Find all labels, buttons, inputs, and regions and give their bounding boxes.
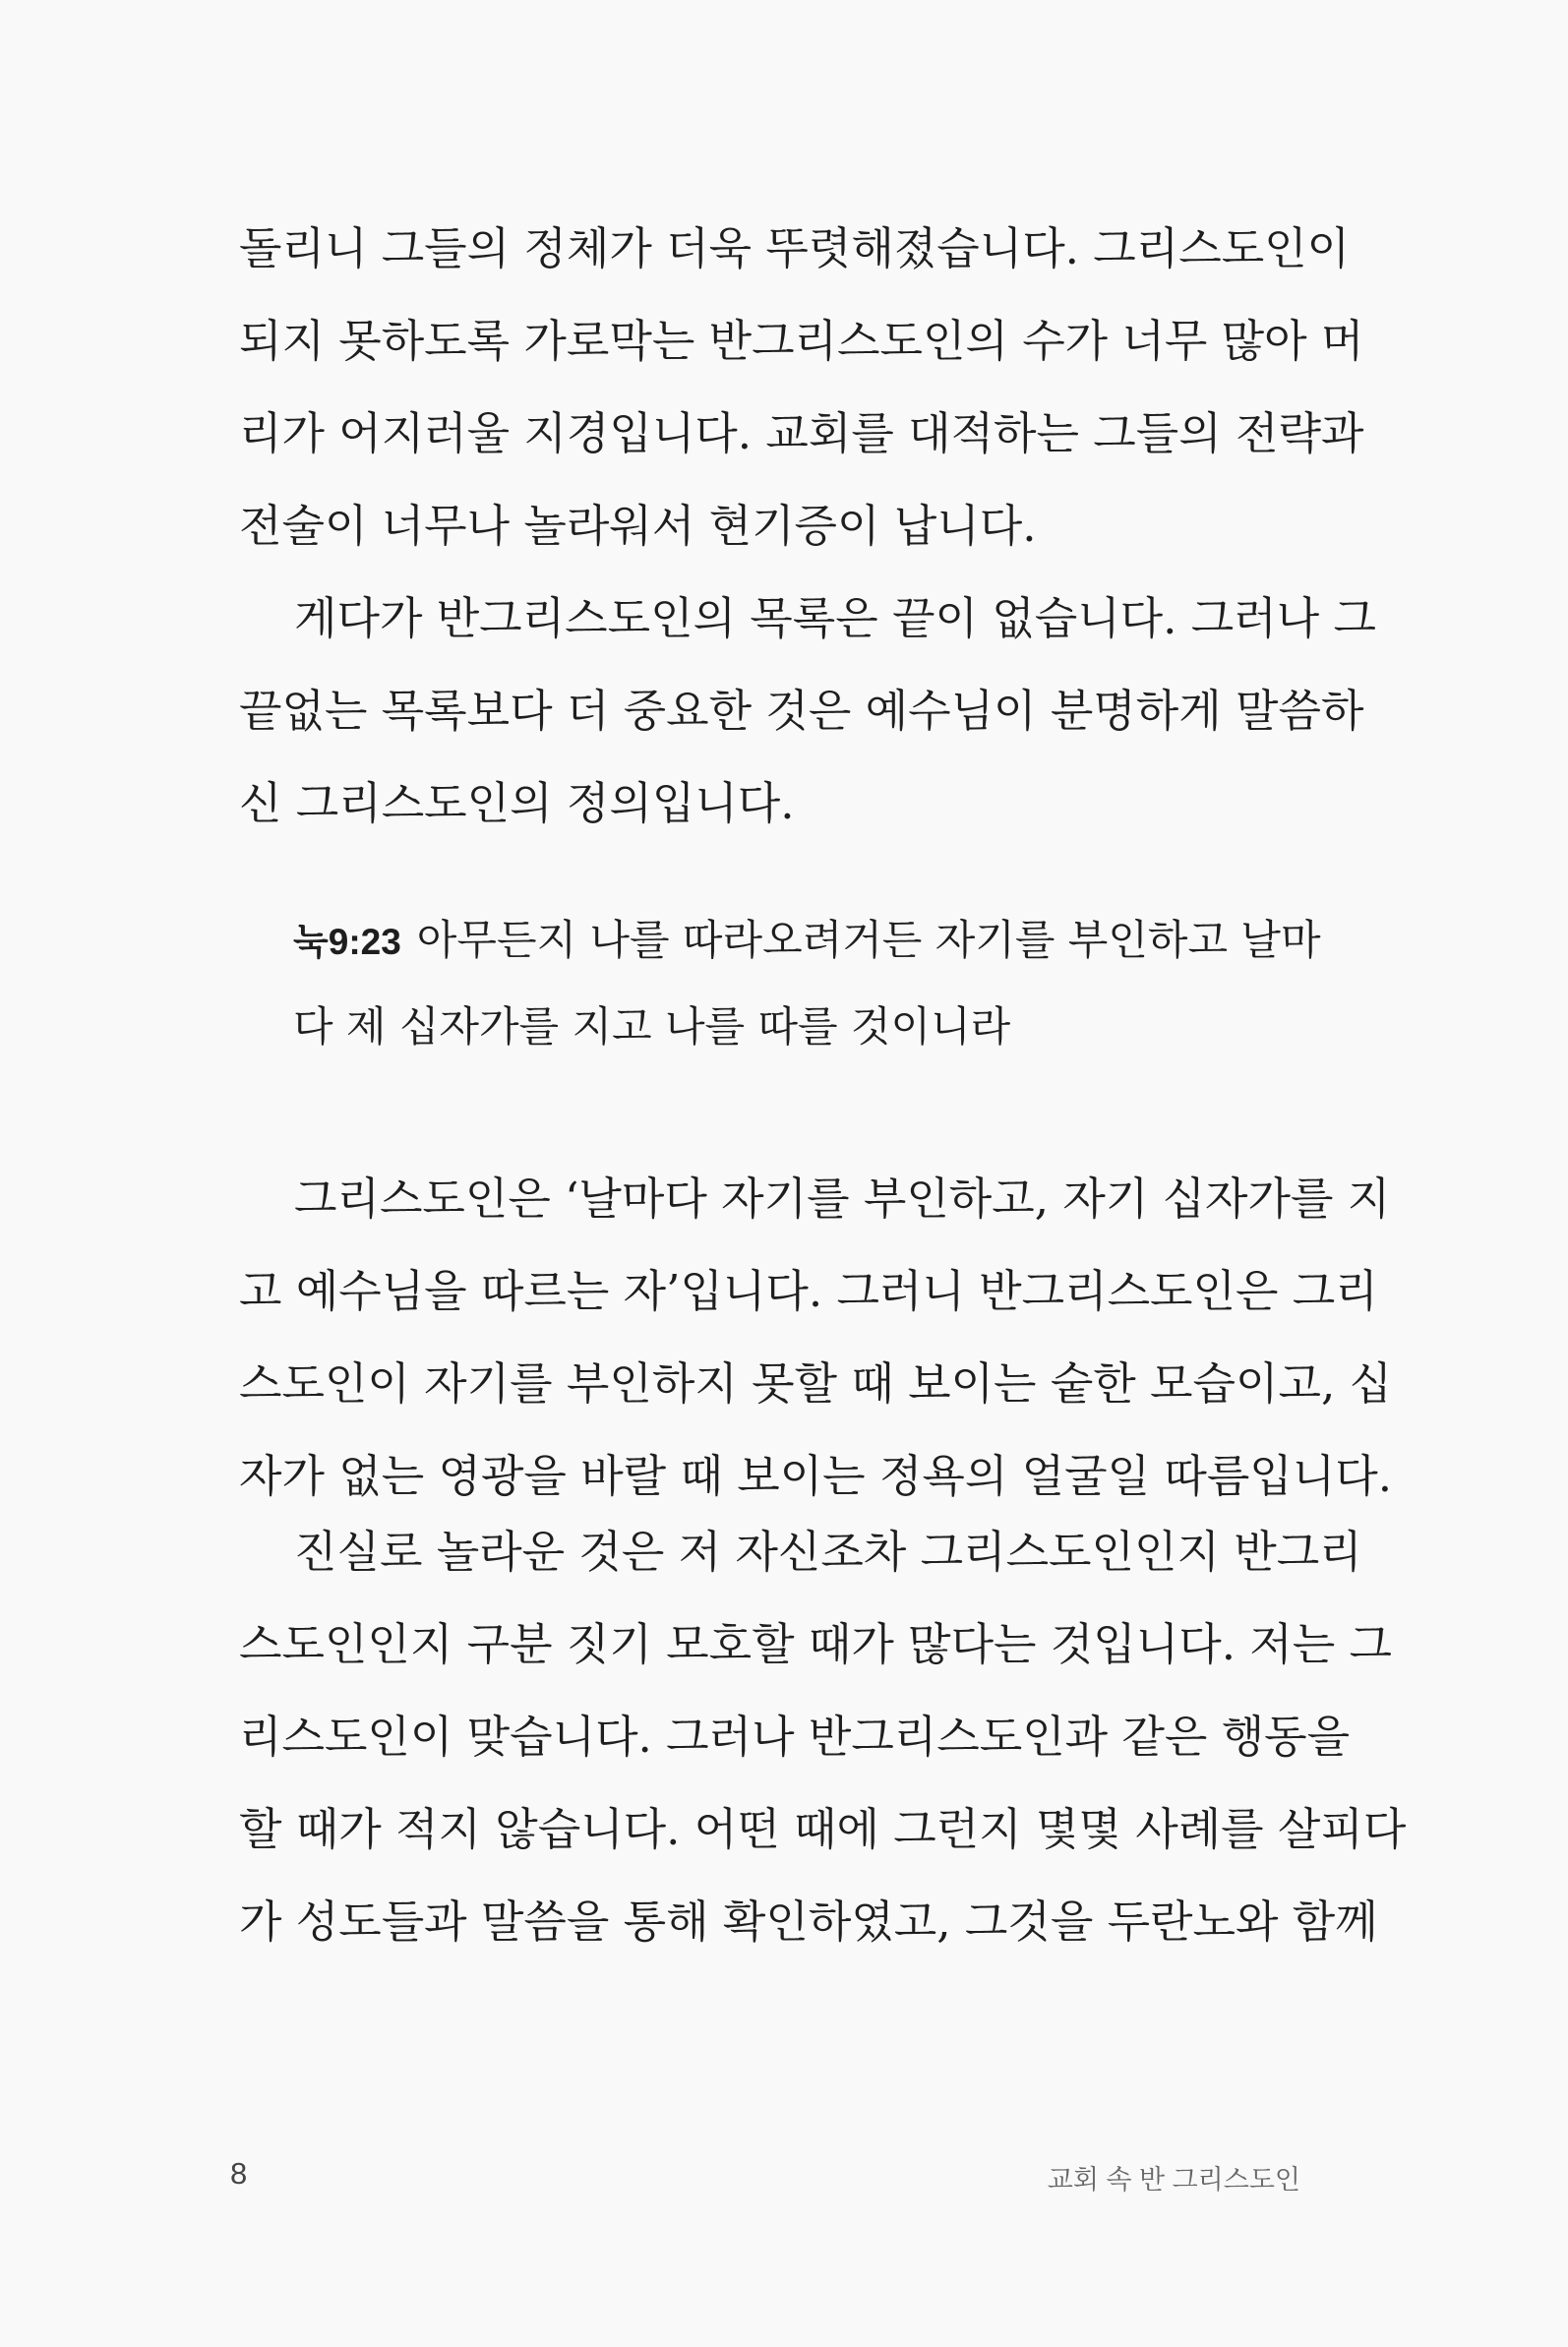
body-paragraph: [239, 1153, 1393, 1523]
text-line: 돌리니 그들의 정체가 더욱 뚜렷해졌습니다. 그리스도인이: [239, 222, 1351, 274]
text-line: 스도인이 자기를 부인하지 못할 때 보이는 숱한 모습이고, 십: [239, 1357, 1393, 1410]
text-line: 진실로 놀라운 것은 저 자신조차 그리스도인인지 반그리: [294, 1526, 1362, 1578]
text-line: 고 예수님을 따르는 자’입니다. 그러니 반그리스도인은 그리: [239, 1265, 1378, 1317]
quote-text: 아무든지 나를 따라오려거든 자기를 부인하고 날마: [416, 916, 1321, 964]
quote-line: [293, 897, 1321, 984]
text-line: 그리스도인은 ‘날마다 자기를 부인하고, 자기 십자가를 지: [294, 1173, 1391, 1225]
text-line: 리스도인이 맞습니다. 그러나 반그리스도인과 같은 행동을: [239, 1711, 1351, 1763]
text-line: 되지 못하도록 가로막는 반그리스도인의 수가 너무 많아 머: [239, 315, 1364, 367]
text-line: 신 그리스도인의 정의입니다.: [239, 777, 795, 829]
text-line: 가 성도들과 말씀을 통해 확인하였고, 그것을 두란노와 함께: [239, 1896, 1378, 1948]
text-line: 끝없는 목록보다 더 중요한 것은 예수님이 분명하게 말씀하: [239, 685, 1364, 737]
text-line: 전술이 너무나 놀라워서 현기증이 납니다.: [239, 500, 1037, 552]
text-line: 스도인인지 구분 짓기 모호할 때가 많다는 것입니다. 저는 그: [239, 1618, 1393, 1670]
text-line: 할 때가 적지 않습니다. 어떤 때에 그런지 몇몇 사례를 살피다: [239, 1803, 1407, 1855]
text-line: 게다가 반그리스도인의 목록은 끝이 없습니다. 그러나 그: [294, 592, 1376, 644]
scripture-quote: [293, 897, 1321, 1070]
text-line: 자가 없는 영광을 바랄 때 보이는 정욕의 얼굴일 따름입니다.: [239, 1450, 1393, 1502]
scripture-reference: 눅9:23: [293, 922, 401, 962]
page-number: 8: [230, 2156, 248, 2191]
text-line: 리가 어지러울 지경입니다. 교회를 대적하는 그들의 전략과: [239, 407, 1364, 459]
body-paragraph: [239, 1506, 1407, 1968]
quote-line: 다 제 십자가를 지고 나를 따를 것이니라: [293, 1002, 1011, 1051]
running-footer-title: 교회 속 반 그리스도인: [1047, 2165, 1300, 2195]
body-paragraph: [239, 572, 1376, 850]
body-paragraph: [239, 203, 1364, 572]
